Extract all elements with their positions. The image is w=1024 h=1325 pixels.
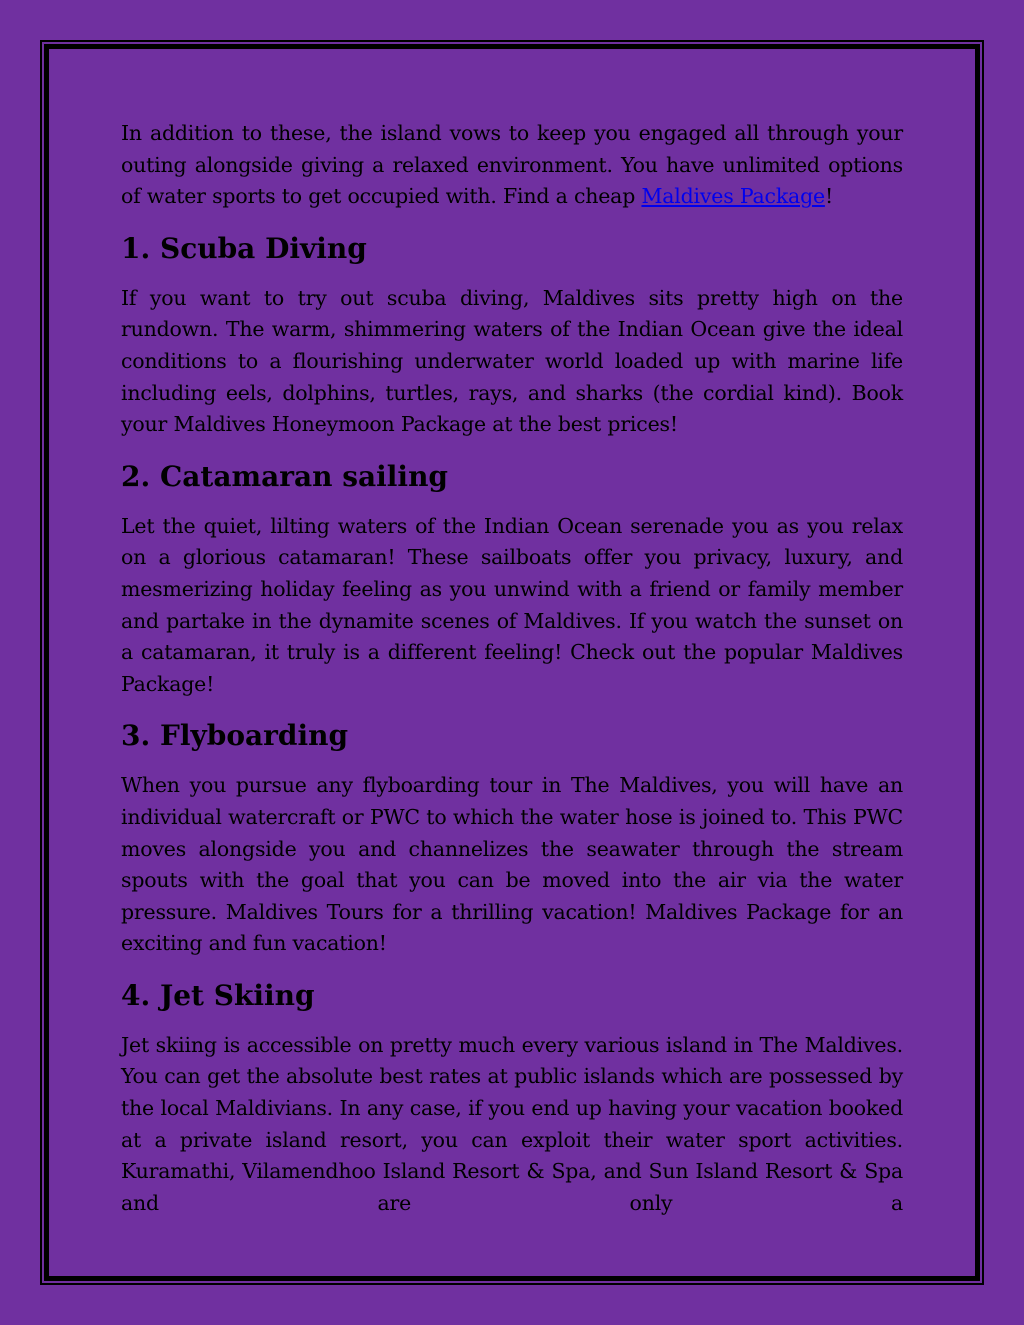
section-body-scuba-diving: If you want to try out scuba diving, Maldives sits pretty high on the rundown. The warm, shimmering waters of the Indian Ocean give the ideal conditions to a flourishing underwater world loaded up with marine life including eels, dolphins, turtles, rays, and sharks (the cordial kind). Book your Maldives Honeymoon Package at the best prices! — [121, 285, 903, 437]
section-heading-jet-skiing: 4. Jet Skiing — [121, 978, 315, 1012]
section-body-catamaran-sailing: Let the quiet, lilting waters of the Indian Ocean serenade you as you relax on a glorious catamaran! These sailboats offer you privacy, luxury, and mesmerizing holiday feeling as you unwind with a friend or family member and partake in the dynamite scenes of Maldives. If you watch the sunset on a catamaran, it truly is a different feeling! Check out the popular Maldives Package! — [121, 513, 903, 696]
section-heading-scuba-diving: 1. Scuba Diving — [121, 231, 367, 265]
intro-after-link: ! — [824, 184, 833, 209]
document-content — [121, 118, 903, 1219]
section-heading-flyboarding: 3. Flyboarding — [121, 719, 349, 753]
section-heading-catamaran-sailing: 2. Catamaran sailing — [121, 459, 449, 493]
maldives-package-link[interactable]: Maldives Package — [641, 184, 825, 209]
intro-text: In addition to these, the island vows to keep you engaged all through your outing alongside giving a relaxed environment. You have unlimited options of water sports to get occupied with. Find a cheap — [121, 121, 903, 209]
section-body-jet-skiing: Jet skiing is accessible on pretty much every various island in The Maldives. You can get the absolute best rates at public islands which are possessed by the local Maldivians. In any case, if you end up having your vacation booked at a private island resort, you can exploit their water sport activities. Kuramathi, Vilamendhoo Island Resort & Spa, and Sun Island Resort & Spa and are only a — [121, 1032, 903, 1215]
intro-paragraph — [121, 118, 903, 213]
section-body-flyboarding: When you pursue any flyboarding tour in The Maldives, you will have an individual watercraft or PWC to which the water hose is joined to. This PWC moves alongside you and channelizes the seawater through the stream spouts with the goal that you can be moved into the air via the water pressure. Maldives Tours for a thrilling vacation! Maldives Package for an exciting and fun vacation! — [121, 773, 903, 956]
